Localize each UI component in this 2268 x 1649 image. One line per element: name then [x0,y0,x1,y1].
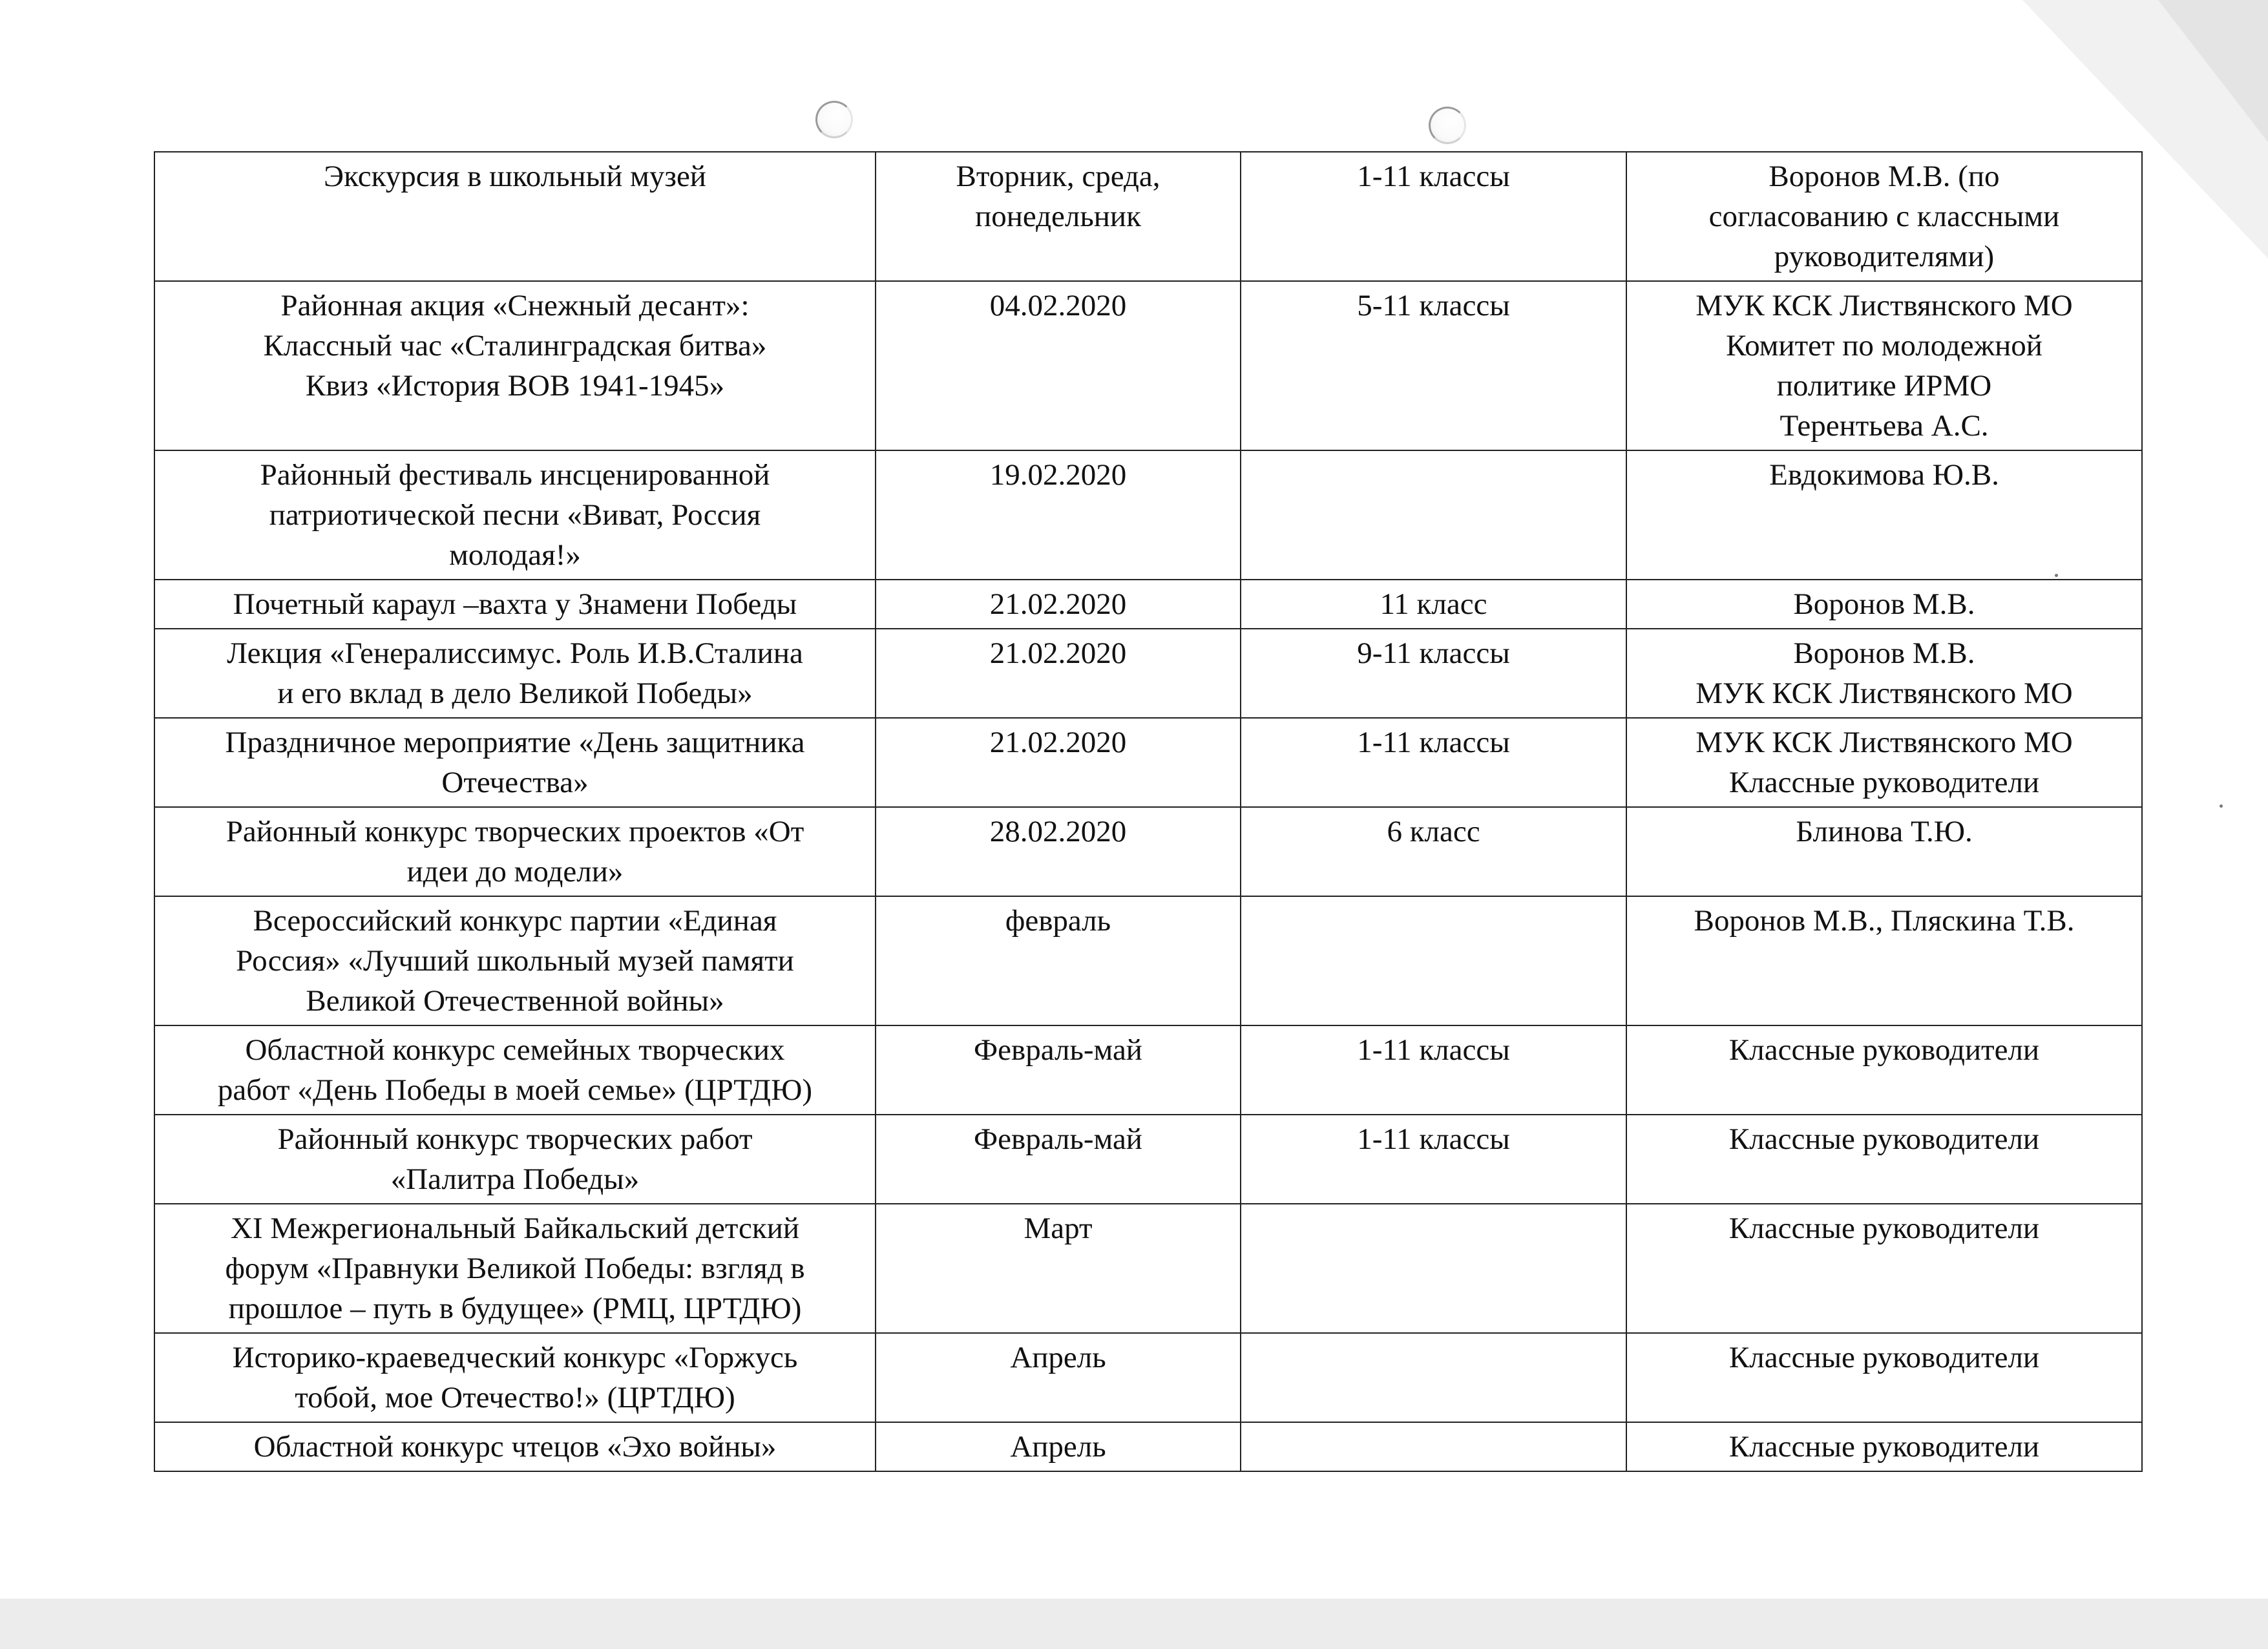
date-cell-line: февраль [1005,904,1111,938]
responsible-cell-line: Классные руководители [1728,1341,2040,1374]
date-cell [876,1025,1241,1115]
event-cell-line: форум «Правнуки Великой Победы: взгляд в [225,1252,805,1285]
table-row [154,281,2142,450]
event-cell-line: XI Межрегиональный Байкальский детский [230,1212,799,1245]
table-row [154,1115,2142,1204]
responsible-cell-line: политике ИРМО [1776,369,1992,403]
participants-cell [1241,1333,1626,1422]
participants-cell [1241,281,1626,450]
responsible-cell [1626,718,2142,807]
table-row [154,718,2142,807]
event-cell-line: Областной конкурс семейных творческих [245,1033,785,1067]
event-cell-line: Классный час «Сталинградская битва» [263,329,767,362]
responsible-cell [1626,629,2142,718]
participants-cell-line: 6 класс [1387,815,1480,848]
event-cell [154,152,876,281]
table-row [154,896,2142,1025]
event-cell-line: Районный конкурс творческих работ [277,1122,753,1156]
date-cell-line: Вторник, среда, [956,160,1160,193]
event-cell-line: идеи до модели» [406,855,624,888]
participants-cell-line: 5-11 классы [1357,289,1510,322]
event-cell [154,1333,876,1422]
responsible-cell-line: Классные руководители [1728,1212,2040,1245]
date-cell-line: Февраль-май [974,1033,1142,1067]
date-cell [876,580,1241,629]
date-cell [876,807,1241,896]
table-row [154,152,2142,281]
table-row [154,580,2142,629]
responsible-cell [1626,1333,2142,1422]
responsible-cell-line: Воронов М.В., Пляскина Т.В. [1694,904,2075,938]
event-cell-line: Областной конкурс чтецов «Эхо войны» [253,1430,777,1464]
date-cell-line: понедельник [975,200,1141,233]
event-cell [154,580,876,629]
table-row [154,1422,2142,1471]
participants-cell [1241,1422,1626,1471]
date-cell-line: 19.02.2020 [989,458,1127,492]
event-cell-line: прошлое – путь в будущее» (РМЦ, ЦРТДЮ) [228,1292,802,1325]
table-row [154,629,2142,718]
table-row [154,1333,2142,1422]
event-cell-line: Лекция «Генералиссимус. Роль И.В.Сталина [227,636,803,670]
event-cell [154,281,876,450]
table-row [154,1025,2142,1115]
participants-cell [1241,1115,1626,1204]
date-cell-line: 21.02.2020 [989,587,1127,621]
event-cell-line: Праздничное мероприятие «День защитника [225,726,805,759]
event-cell [154,1025,876,1115]
event-cell-line: патриотической песни «Виват, Россия [269,498,761,532]
event-cell-line: Великой Отечественной войны» [306,984,724,1018]
date-cell-line: Февраль-май [974,1122,1142,1156]
event-cell [154,629,876,718]
event-cell-line: Экскурсия в школьный музей [324,160,706,193]
events-table-body [154,152,2142,1471]
participants-cell-line: 1-11 классы [1357,1122,1510,1156]
punch-hole-left [815,101,853,138]
table-row [154,1204,2142,1333]
event-cell [154,1204,876,1333]
participants-cell [1241,152,1626,281]
table-row [154,807,2142,896]
responsible-cell-line: Классные руководители [1728,1122,2040,1156]
event-cell-line: «Палитра Победы» [390,1162,640,1196]
event-cell-line: Районный фестиваль инсценированной [260,458,770,492]
event-cell-line: и его вклад в дело Великой Победы» [277,677,753,710]
date-cell [876,1422,1241,1471]
responsible-cell [1626,1422,2142,1471]
scan-edge-shadow [0,1599,2268,1649]
responsible-cell [1626,807,2142,896]
event-cell-line: Районный конкурс творческих проектов «От [226,815,804,848]
participants-cell [1241,629,1626,718]
participants-cell-line: 9-11 классы [1357,636,1510,670]
date-cell [876,718,1241,807]
date-cell [876,450,1241,580]
event-cell-line: Отечества» [441,766,589,799]
date-cell-line: 21.02.2020 [989,636,1127,670]
event-cell-line: Районная акция «Снежный десант»: [280,289,750,322]
responsible-cell-line: МУК КСК Листвянского МО [1696,677,2073,710]
participants-cell [1241,1025,1626,1115]
responsible-cell-line: Евдокимова Ю.В. [1769,458,1999,492]
responsible-cell [1626,1204,2142,1333]
event-cell-line: Всероссийский конкурс партии «Единая [253,904,777,938]
event-cell [154,1115,876,1204]
responsible-cell [1626,281,2142,450]
responsible-cell-line: МУК КСК Листвянского МО [1696,289,2073,322]
responsible-cell-line: МУК КСК Листвянского МО [1696,726,2073,759]
participants-cell [1241,580,1626,629]
participants-cell-line: 11 класс [1380,587,1487,621]
responsible-cell-line: Терентьева А.С. [1780,409,1989,443]
responsible-cell-line: Комитет по молодежной [1726,329,2042,362]
responsible-cell-line: Воронов М.В. [1793,636,1975,670]
date-cell [876,629,1241,718]
responsible-cell [1626,896,2142,1025]
event-cell [154,718,876,807]
participants-cell [1241,450,1626,580]
events-table [154,151,2143,1472]
participants-cell-line: 1-11 классы [1357,160,1510,193]
date-cell-line: Апрель [1010,1430,1106,1464]
event-cell-line: Историко-краеведческий конкурс «Горжусь [232,1341,798,1374]
responsible-cell [1626,450,2142,580]
responsible-cell [1626,1025,2142,1115]
participants-cell [1241,896,1626,1025]
participants-cell [1241,807,1626,896]
event-cell-line: работ «День Победы в моей семье» (ЦРТДЮ) [217,1073,813,1107]
date-cell [876,281,1241,450]
responsible-cell-line: руководителями) [1774,240,1995,273]
punch-hole-right [1429,107,1466,144]
date-cell [876,896,1241,1025]
event-cell-line: Почетный караул –вахта у Знамени Победы [233,587,797,621]
responsible-cell-line: согласованию с классными [1708,200,2060,233]
responsible-cell-line: Классные руководители [1728,766,2040,799]
participants-cell-line: 1-11 классы [1357,1033,1510,1067]
responsible-cell-line: Классные руководители [1728,1430,2040,1464]
event-cell-line: Россия» «Лучший школьный музей памяти [236,944,794,978]
responsible-cell-line: Классные руководители [1728,1033,2040,1067]
date-cell [876,1115,1241,1204]
participants-cell [1241,718,1626,807]
scan-speck [2220,804,2223,808]
responsible-cell-line: Воронов М.В. (по [1769,160,2000,193]
table-row [154,450,2142,580]
participants-cell [1241,1204,1626,1333]
event-cell [154,450,876,580]
date-cell-line: Март [1024,1212,1093,1245]
date-cell-line: Апрель [1010,1341,1106,1374]
event-cell [154,896,876,1025]
date-cell-line: 21.02.2020 [989,726,1127,759]
event-cell [154,807,876,896]
date-cell [876,152,1241,281]
date-cell-line: 28.02.2020 [989,815,1127,848]
responsible-cell [1626,1115,2142,1204]
event-cell-line: Квиз «История ВОВ 1941-1945» [305,369,725,403]
date-cell-line: 04.02.2020 [989,289,1127,322]
responsible-cell-line: Блинова Т.Ю. [1796,815,1973,848]
responsible-cell-line: Воронов М.В. [1793,587,1975,621]
responsible-cell [1626,152,2142,281]
event-cell [154,1422,876,1471]
responsible-cell [1626,580,2142,629]
date-cell [876,1333,1241,1422]
date-cell [876,1204,1241,1333]
event-cell-line: молодая!» [449,538,581,572]
event-cell-line: тобой, мое Отечество!» (ЦРТДЮ) [295,1381,735,1414]
participants-cell-line: 1-11 классы [1357,726,1510,759]
